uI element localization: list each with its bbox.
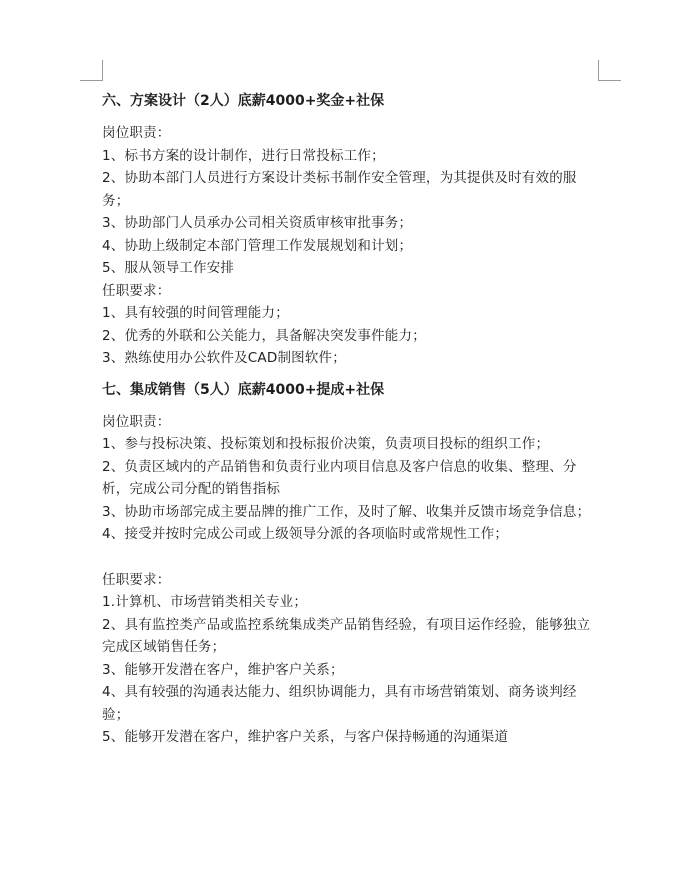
duty-item: 3、协助市场部完成主要品牌的推广工作，及时了解、收集并反馈市场竞争信息； bbox=[102, 503, 591, 520]
duty-item: 1、参与投标决策、投标策划和投标报价决策，负责项目投标的组织工作； bbox=[102, 436, 550, 452]
duty-item: 5、服从领导工作安排 bbox=[102, 260, 235, 276]
page-corner-mark-top-right bbox=[598, 60, 621, 81]
duty-item: 1、标书方案的设计制作，进行日常投标工作； bbox=[102, 147, 385, 164]
duty-item: 4、协助上级制定本部门管理工作发展规划和计划； bbox=[102, 237, 413, 254]
requirement-item: 2、具有监控类产品或监控系统集成类产品销售经验，有项目运作经验，能够独立完成区域销售任务； bbox=[102, 616, 591, 655]
section-heading: 六、方案设计（2人）底薪4000+奖金+社保 bbox=[102, 93, 385, 109]
requirements-label: 任职要求： bbox=[102, 571, 171, 588]
requirement-item: 1.计算机、市场营销类相关专业； bbox=[102, 594, 308, 610]
blank-line bbox=[102, 546, 602, 569]
requirement-item: 1、具有较强的时间管理能力； bbox=[102, 305, 289, 321]
duty-item: 2、负责区域内的产品销售和负责行业内项目信息及客户信息的收集、整理、分析，完成公司分配的销售指标 bbox=[102, 458, 577, 497]
page-corner-mark-top-left bbox=[80, 60, 103, 81]
duty-item: 3、协助部门人员承办公司相关资质审核审批事务； bbox=[102, 215, 413, 231]
requirement-item: 2、优秀的外联和公关能力，具备解决突发事件能力； bbox=[102, 327, 426, 344]
duties-label: 岗位职责： bbox=[102, 413, 171, 430]
requirement-item: 5、能够开发潜在客户，维护客户关系，与客户保持畅通的沟通渠道 bbox=[102, 729, 509, 745]
requirements-label: 任职要求： bbox=[102, 282, 171, 299]
duty-item: 2、协助本部门人员进行方案设计类标书制作安全管理，为其提供及时有效的服务； bbox=[102, 170, 577, 209]
section-integrated-sales bbox=[102, 378, 602, 749]
requirement-item: 4、具有较强的沟通表达能力、组织协调能力，具有市场营销策划、商务谈判经验； bbox=[102, 684, 577, 723]
document-body bbox=[102, 89, 602, 749]
requirement-item: 3、熟练使用办公软件及CAD制图软件； bbox=[102, 350, 346, 366]
duty-item: 4、接受并按时完成公司或上级领导分派的各项临时或常规性工作； bbox=[102, 526, 509, 542]
section-heading: 七、集成销售（5人）底薪4000+提成+社保 bbox=[102, 381, 385, 398]
requirement-item: 3、能够开发潜在客户，维护客户关系； bbox=[102, 661, 344, 678]
duties-label: 岗位职责： bbox=[102, 125, 171, 141]
section-scheme-design bbox=[102, 89, 602, 370]
